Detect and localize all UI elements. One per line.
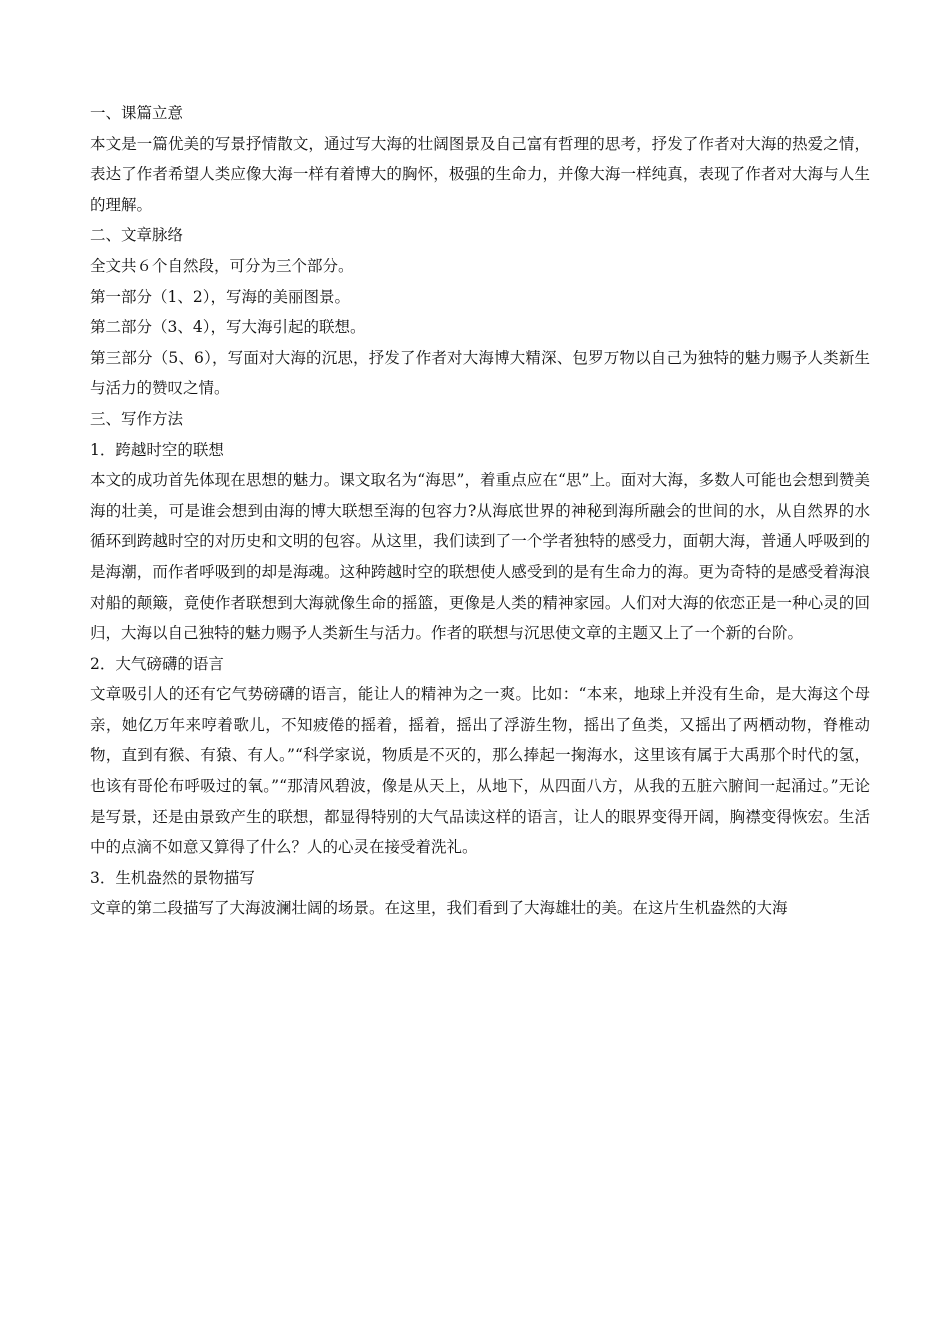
structure-part-3: 第三部分（5、6），写面对大海的沉思，抒发了作者对大海博大精深、包罗万物以自己为独特的魅力赐予人类新生与活力的赞叹之情。 [90, 348, 870, 398]
method-2-title: 2．大气磅礴的语言 [90, 654, 224, 673]
section-heading-purpose: 一、课篇立意 [90, 104, 184, 122]
section-heading-structure: 二、文章脉络 [90, 226, 184, 245]
section-heading-methods: 三、写作方法 [90, 409, 184, 428]
structure-part-1: 第一部分（1、2），写海的美丽图景。 [90, 287, 350, 306]
structure-summary: 全文共６个自然段，可分为三个部分。 [90, 256, 354, 275]
method-3-title: 3．生机盎然的景物描写 [90, 868, 255, 887]
structure-part-2: 第二部分（3、4），写大海引起的联想。 [90, 318, 366, 337]
method-3-paragraph: 文章的第二段描写了大海波澜壮阔的场景。在这里，我们看到了大海雄壮的美。在这片生机盎然的大海 [90, 899, 788, 918]
method-1-title: 1．跨越时空的联想 [90, 440, 224, 459]
method-2-paragraph: 文章吸引人的还有它气势磅礴的语言，能让人的精神为之一爽。比如：“本来，地球上并没有生命，是大海这个母亲，她亿万年来哼着歌儿，不知疲倦的摇着，摇着，摇出了浮游生物，摇出了鱼类，又摇出了两栖动物，脊椎动物，直到有猴、有猿、有人。”“科学家说，物质是不灭的，那么捧起一掬海水，这里该有属于大禹那个时代的氢，也该有哥伦布呼吸过的氧。”“那清风碧波，像是从天上，从地下，从四面八方，从我的五脏六腑间一起涌过。”无论是写景，还是由景致产生的联想，都显得特别的大气品读这样的语言，让人的眼界变得开阔，胸襟变得恢宏。生活中的点滴不如意又算得了什么？人的心灵在接受着洗礼。 [90, 685, 870, 857]
method-1-paragraph: 本文的成功首先体现在思想的魅力。课文取名为“海思”，着重点应在“思”上。面对大海，多数人可能也会想到赞美海的壮美，可是谁会想到由海的博大联想至海的包容力?从海底世界的神秘到海所融会的世间的水，从自然界的水循环到跨越时空的对历史和文明的包容。从这里，我们读到了一个学者独特的感受力，面朝大海，普通人呼吸到的是海潮，而作者呼吸到的却是海魂。这种跨越时空的联想使人感受到的是有生命力的海。更为奇特的是感受着海浪对船的颠簸，竟使作者联想到大海就像生命的摇篮，更像是人类的精神家园。人们对大海的依恋正是一种心灵的回归，大海以自己独特的魅力赐予人类新生与活力。作者的联想与沉思使文章的主题又上了一个新的台阶。 [90, 471, 870, 643]
document-page [90, 98, 870, 924]
intro-paragraph: 本文是一篇优美的写景抒情散文，通过写大海的壮阔图景及自己富有哲理的思考，抒发了作者对大海的热爱之情，表达了作者希望人类应像大海一样有着博大的胸怀，极强的生命力，并像大海一样纯真，表现了作者对大海与人生的理解。 [90, 134, 870, 214]
